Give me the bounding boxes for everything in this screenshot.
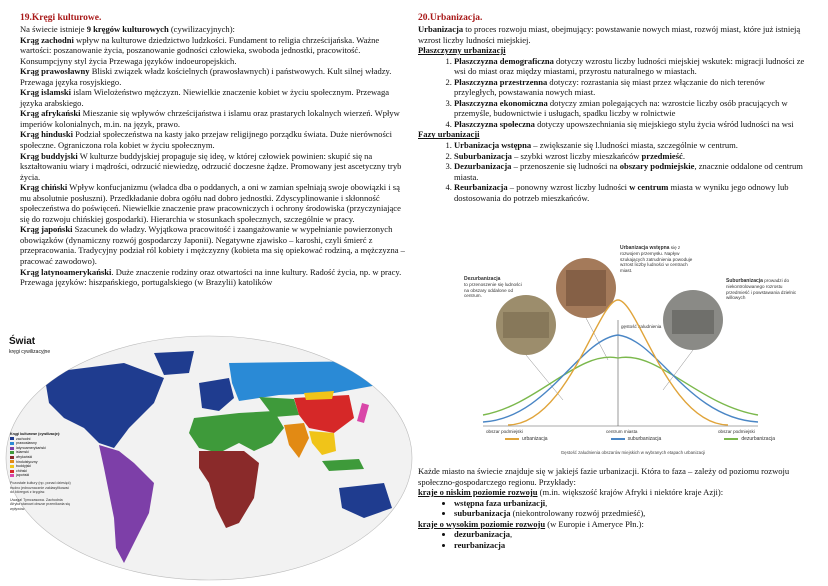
phase-name: Reurbanizacja [454, 182, 508, 193]
plane-name: Płaszczyzna ekonomiczna [454, 97, 548, 108]
box-dezurbanizacja: Dezurbanizacja to przenoszenie się ludności na obszary oddalone od centrum. [464, 276, 522, 299]
legend-swatch [10, 442, 14, 445]
krag-text: wpływ na kulturowe dziedzictwo ludzkości. Fundament to religia chrześcijańska. Ważne wartości: poszanowanie życia, poszanowanie godności człowieka, swoboda jednostki, pracowitość. Konsumpcjyny styl życia Przewaga języków indoeuropejskich. [20, 34, 380, 66]
krag-entry [20, 182, 405, 224]
map-legend-title: Kręgi kulturowe (cywilizacje): [10, 432, 61, 436]
phase-name: Suburbanizacja [454, 150, 512, 161]
photo-sub-detail [672, 310, 714, 334]
legend-label: buddyjski [16, 464, 31, 469]
krag-name: Krąg latynoamerykański [20, 266, 112, 277]
krag-name: Krąg buddyjski [20, 150, 78, 161]
plane-item [454, 56, 808, 77]
diagram-legend-label: suburbanizacja [627, 436, 662, 442]
phase-item [454, 182, 808, 203]
diagram-legend-label: urbanizacja [522, 436, 548, 442]
phase-tail: . [682, 150, 685, 161]
urbanization-diagram [464, 240, 798, 462]
krag-text: Bliski związek władz kościelnych (prawosławnych) i państwowych. Kult silnej władzy. Przewaga języka rosyjskiego. [20, 66, 392, 87]
example-bold: suburbanizacja [454, 508, 511, 519]
phase-emph: przedmieść [641, 150, 683, 161]
box-suburbanizacja: Suburbanizacja prowadzi do niekontrolowanego rozrostu przedmieść i powstawania dzielnic willowych [726, 278, 797, 301]
box-urbanizacja: Urbanizacja wstępna się z rozwojem przemysłu. Napływ szukających zatrudnienia powoduje wzrost liczby ludności w centrach miast. [620, 245, 693, 273]
plane-text: dotyczy wzrostu liczby ludności miejskiej wskutek: migracji ludności ze wsi do miast oraz między miastami, przyrostu naturalnego w miastach. [454, 55, 805, 77]
diagram-legend [505, 436, 775, 442]
section-heading-urbanizacja: 20.Urbanizacja. [418, 13, 483, 23]
example-text: , [510, 529, 513, 540]
curve-dezurbanizacja [483, 357, 758, 415]
example-item [454, 508, 808, 519]
phase-text: – przenoszenie się ludności na [511, 161, 620, 172]
krag-entry [20, 66, 405, 87]
phase-tail: , znacznie oddalone od centrum miasta. [454, 161, 803, 182]
example-bold: reurbanizacja [454, 539, 506, 550]
phase-name: Urbanizacja wstępna [454, 140, 532, 151]
diagram-caption: Gęstość zaludnienia obszarów miejskich w wybranych etapach urbanizacji [560, 450, 706, 455]
krag-entry [20, 224, 405, 266]
example-bold: wstępna faza urbanizacji [454, 497, 546, 508]
diagram-legend-label: dezurbanizacja [741, 436, 775, 442]
map-title: Świat [9, 336, 36, 347]
y-axis-label: gęstość zaludnienia [621, 324, 662, 329]
low-dev-list [418, 498, 808, 519]
planes-title: Płaszczyzny urbanizacji [418, 45, 506, 56]
phase-tail: miasta w wyniku jego odnowy lub dostosowania do potrzeb mieszkańców. [454, 182, 789, 203]
diagram-svg [468, 240, 798, 462]
example-item [454, 529, 808, 540]
phase-item [454, 151, 808, 162]
krag-name: Krąg hinduski [20, 129, 73, 140]
example-text: , [545, 497, 548, 508]
plane-name: Płaszczyzna społeczna [454, 118, 535, 129]
legend-label: chiński [16, 468, 27, 473]
krag-text: Wpływ konfucjanizmu (władca dba o poddanych, a oni w zamian spełniają swoje obowiązki i są mu absolutnie posłuszni). Przedkładanie dobra ogółu nad dobro jednostki. Zdyscyplinowanie i skłonność społeczeństwa do poświęceń. Niewielkie znaczenie praw pracowniczych i ochrony środowiska (przyczyniające się do rozwoju chińskiej gospodarki). Hierarchia w stosunkach społecznych, szczególnie w pracy. [20, 182, 401, 224]
legend-swatch [10, 437, 14, 440]
legend-item [10, 473, 72, 478]
phase-item [454, 161, 808, 182]
legend-label: japoński [16, 473, 30, 478]
plane-item [454, 98, 808, 119]
diagram-legend-item [611, 436, 662, 442]
krag-list [20, 35, 405, 288]
diagram-legend-line [611, 438, 625, 440]
phases-list [418, 140, 808, 203]
phase-item [454, 140, 808, 151]
krag-text: Mieszanie się wpływów chrześcijaństwa i islamu oraz prastarych lokalnych wierzeń. Wpływ imperiów kolonialnych, m.in. na język, prawo. [20, 108, 400, 129]
krag-entry [20, 87, 405, 108]
legend-swatch [10, 460, 14, 463]
map-note-1: Pozostałe kultury (np. ponad dziesięć) trudno jednoznacznie zaklasyfikować do któregoś z kręgów. [10, 480, 71, 495]
example-item [454, 498, 808, 509]
urbanizacja-definition: Urbanizacja to proces rozwoju miast, obejmujący: powstawanie nowych miast, rozwój miast, które już istnieją wzrost liczby ludności miejskiej. [418, 24, 801, 45]
region-indonesia [322, 459, 364, 471]
region-new-zealand [396, 518, 402, 531]
planes-list [418, 56, 808, 130]
krag-entry [20, 267, 405, 288]
krag-name: Krąg afrykański [20, 108, 81, 119]
x-label-right: obszar podmiejski [718, 429, 755, 434]
plane-text: dotyczy: rozrastania się miast przez włączanie do nich terenów przyległych, powstawania nowych miast. [454, 76, 765, 98]
example-text: (niekontrolowany rozwój przedmieść), [510, 508, 646, 519]
legend-swatch [10, 474, 14, 477]
krag-text: . Duże znaczenie rodziny oraz otwartości na inne kultury. Radość życia, np. w pracy. Przewaga języków: hiszpańskiego, portugalskiego (w Brazylii) katolików [20, 266, 402, 288]
examples-intro: Każde miasto na świecie znajduje się w jakiejś fazie urbanizacji. Która to faza – zależy od poziomu rozwoju społeczno-gospodarczego regionu. Przykłady: [418, 466, 790, 487]
phase-text: – szybki wzrost liczby mieszkańców [511, 150, 642, 161]
legend-label: zachodni [16, 436, 31, 441]
phase-text: – ponowny wzrost liczby ludności [507, 182, 630, 193]
x-label-left: obszar podmiejski [486, 429, 523, 434]
diagram-legend-item [505, 436, 548, 442]
krag-name: Krąg prawosławny [20, 66, 90, 77]
krag-text: islam Wielożeństwo mężczyzn. Niewielkie znaczenie kobiet w życiu społecznym. Przewaga języka arabskiego. [20, 87, 390, 108]
legend-label: afrykański [16, 454, 33, 459]
plane-text: dotyczy upowszechniania się miejskiego stylu życia wśród ludności na wsi [534, 118, 794, 129]
phase-name: Dezurbanizacja [454, 161, 512, 172]
krag-entry [20, 151, 405, 183]
plane-name: Płaszczyzna demograficzna [454, 55, 554, 66]
krag-text: Szacunek do władzy. Wyjątkowa pracowitość i zaangażowanie w wypełnianie powierzonych obowiązków (dynamiczny rozwój gospodarczy Japonii). Negatywne zjawisko – karoshi, czyli śmierć z przepracowania. Tradycyjny podział ról kobiety i mężczyzny (kobieta ma się opiekować rodziną, a mężczyzna – pracować zawodowo). [20, 224, 405, 267]
high-dev-line: kraje o wysokim poziomie rozwoju (w Europie i Ameryce Płn.): [418, 518, 644, 529]
diagram-legend-line [505, 438, 519, 440]
krag-entry [20, 108, 405, 129]
legend-swatch [10, 451, 14, 454]
legend-swatch [10, 456, 14, 459]
legend-swatch [10, 447, 14, 450]
diagram-legend-line [724, 438, 738, 440]
legend-swatch [10, 470, 14, 473]
photo-urb-detail [566, 270, 606, 306]
legend-label: hinduistyczny [16, 459, 38, 464]
example-bold: dezurbanizacja [454, 529, 511, 540]
plane-text: dotyczy zmian polegających na: wzrostcie liczby osób pracujących w przemyśle, budownictwie i usługach, spadku liczby w rolnictwie [454, 97, 788, 119]
legend-label: prawosławny [16, 441, 37, 446]
legend-label: islamski [16, 450, 29, 455]
low-dev-line: kraje o niskim poziomie rozwoju (m.in. większość krajów Afryki i niektóre kraje Azji): [418, 487, 724, 498]
krag-name: Krąg islamski [20, 87, 72, 98]
phase-emph: w centrum [629, 182, 669, 193]
plane-name: Płaszczyzna przestrzenna [454, 76, 548, 87]
map-note-2: Uwaga! Tymczasowa. Zachodnia Afryka stanowi obszar przenikania się wpływów. [10, 497, 71, 511]
krag-text: Podział społeczeństwa na kasty jako przejaw religijnego porządku świata. Duże nierówności społeczne. Ograniczona rola kobiet w życiu społecznym. [20, 129, 392, 151]
photo-dez-detail [503, 312, 549, 338]
right-column [418, 12, 808, 203]
krag-name: Krąg chiński [20, 182, 68, 193]
krag-entry [20, 129, 405, 150]
urbanization-examples [418, 466, 808, 550]
phase-text: – zwiększanie się l.ludności miasta, szczególnie w centrum. [531, 140, 738, 151]
plane-item [454, 77, 808, 98]
krag-entry [20, 35, 405, 67]
krag-name: Krąg japoński [20, 224, 73, 235]
phases-title: Fazy urbanizacji [418, 129, 480, 140]
example-item [454, 540, 808, 551]
legend-swatch [10, 465, 14, 468]
phase-emph: obszary podmiejskie [619, 161, 695, 172]
map-legend [10, 432, 72, 512]
map-subtitle: kręgi cywilizacyjne [9, 349, 51, 355]
krag-name: Krąg zachodni [20, 34, 74, 45]
section-heading-kregi: 19.Kręgi kulturowe. [20, 13, 102, 23]
diagram-legend-item [724, 436, 775, 442]
left-column [20, 12, 405, 288]
legend-label: latynoamerykański [16, 445, 46, 450]
high-dev-list [418, 529, 808, 550]
krag-text: W kulturze buddyjskiej propaguje się ideę, w której człowiek powinien: skupić się na kształtowaniu wiary i mądrości, odrzucić niewiedzę, odrzucić doczesne żądze. Promowany jest ascetyczny tryb życia. [20, 150, 402, 182]
kregi-intro: Na świecie istnieje 9 kręgów kulturowych (cywilizacyjnych): [20, 24, 235, 34]
plane-item [454, 119, 808, 130]
x-label-center: centrum miasta [606, 429, 638, 434]
